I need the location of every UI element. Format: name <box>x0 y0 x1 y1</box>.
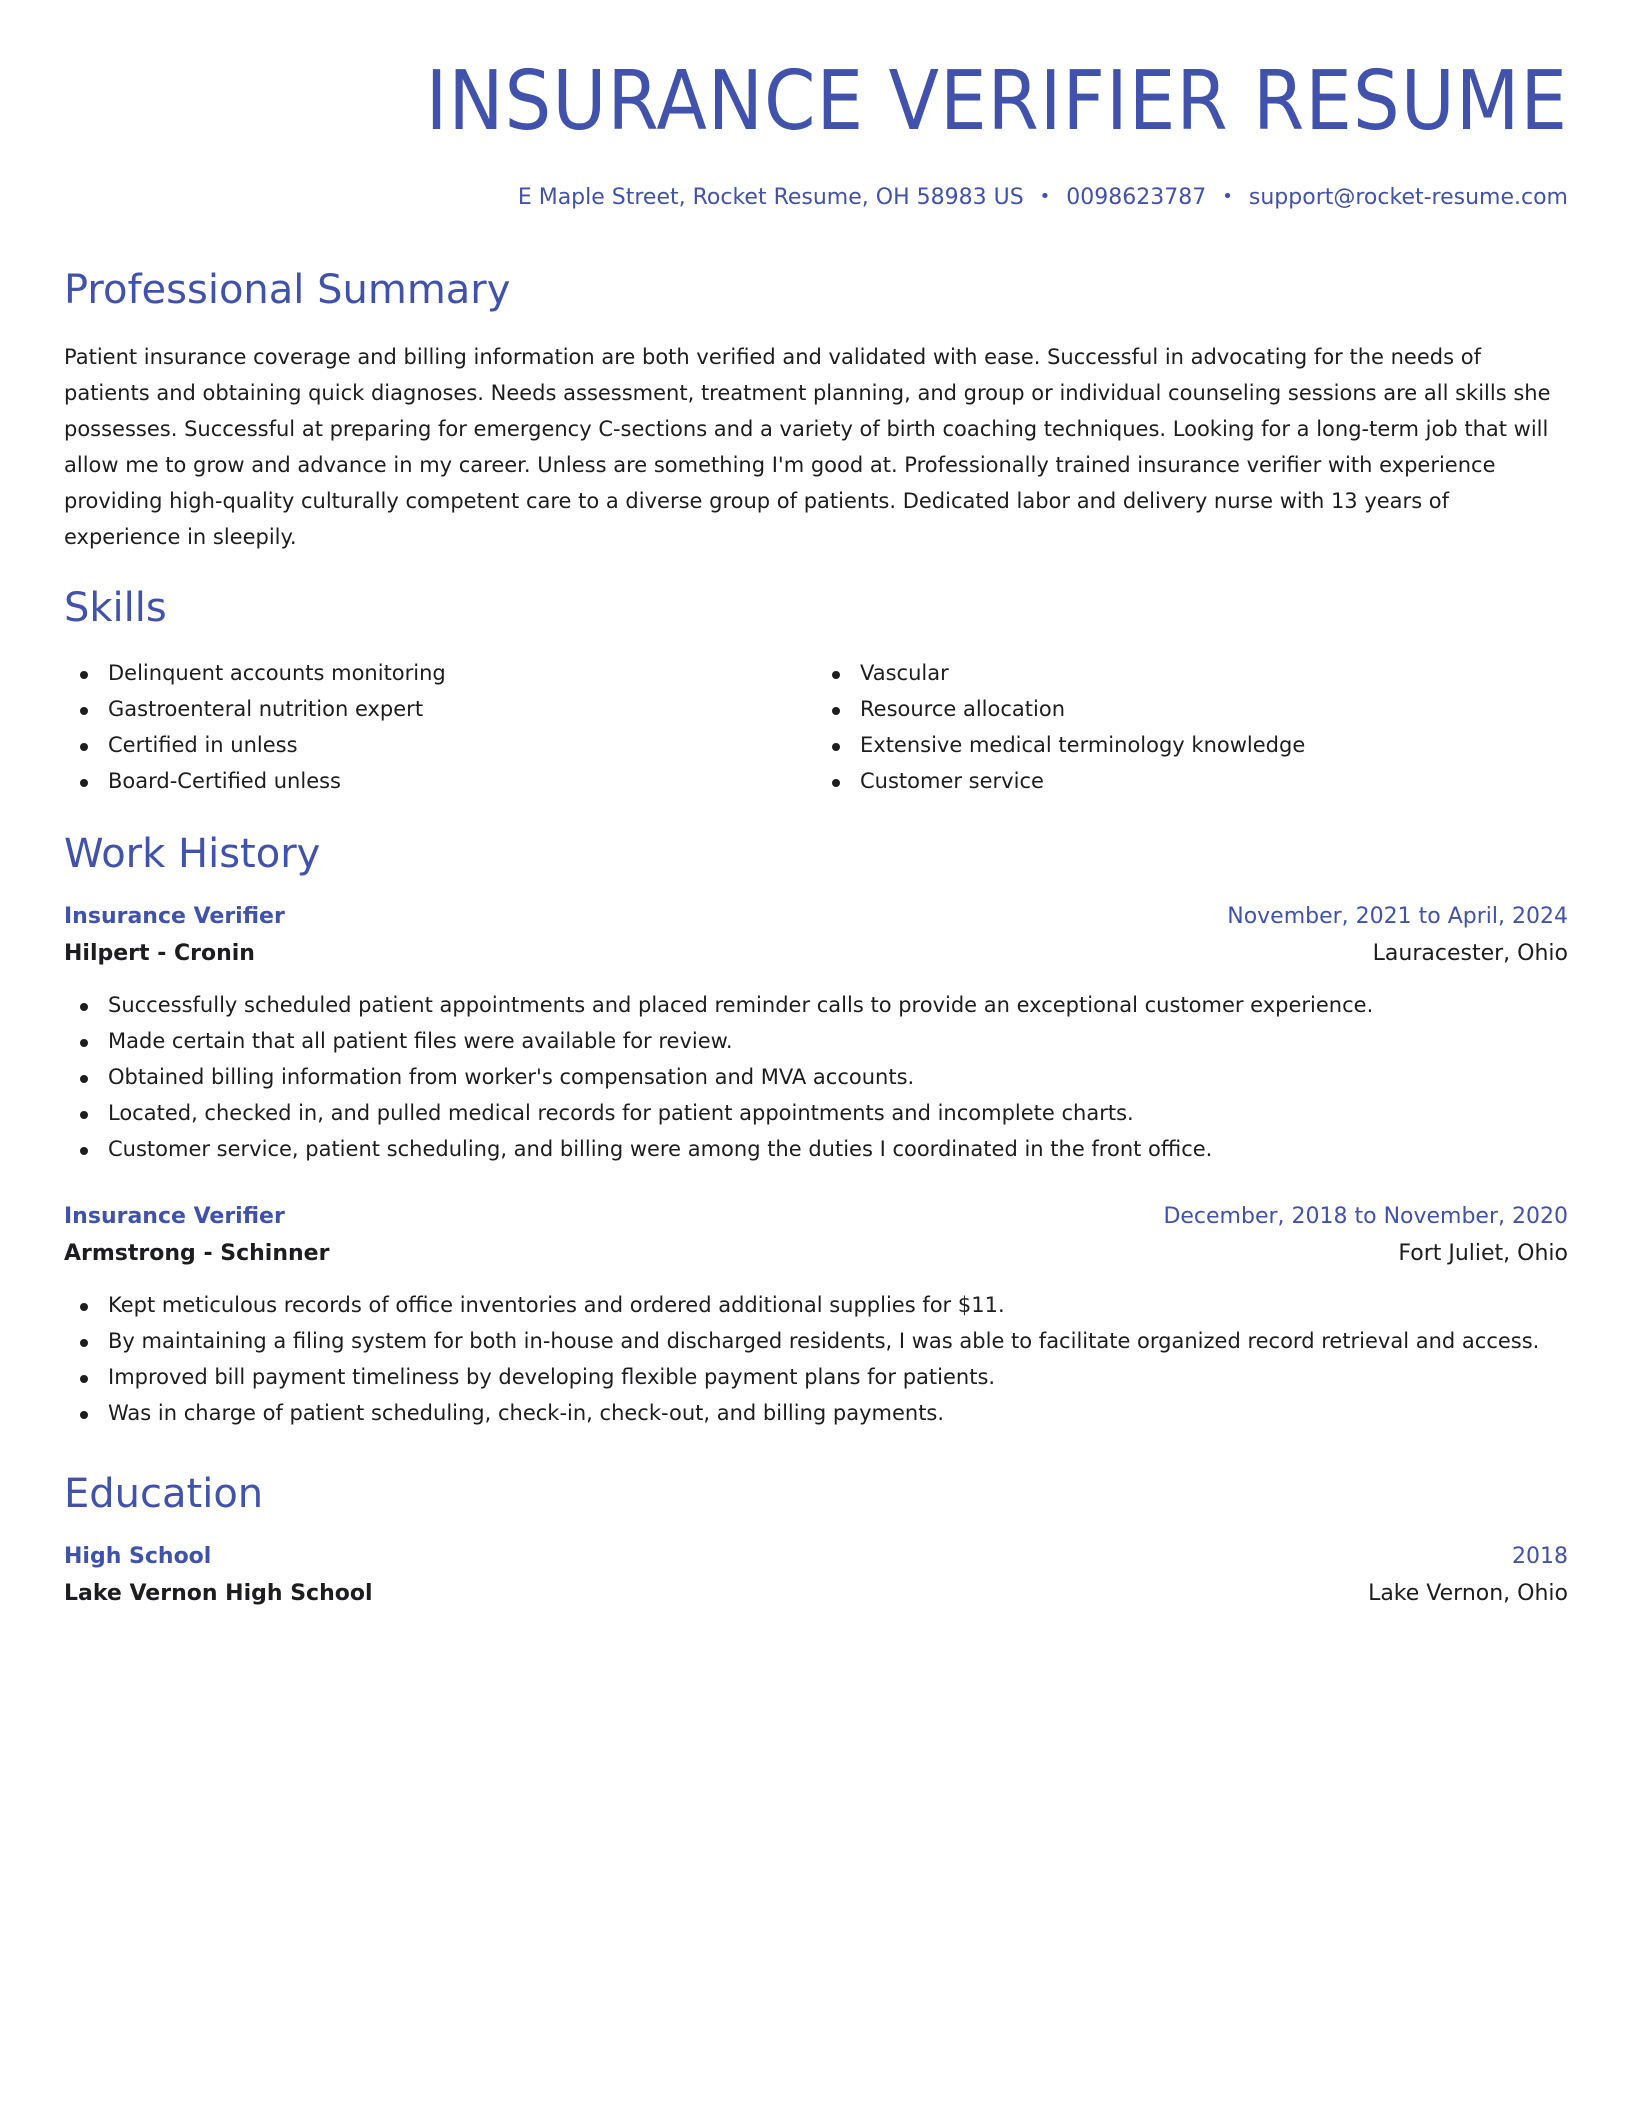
education-header-row <box>64 1539 1568 1575</box>
job-dates: November, 2021 to April, 2024 <box>1227 904 1568 929</box>
education-year: 2018 <box>1512 1544 1568 1569</box>
job-location: Lauracester, Ohio <box>1372 941 1568 966</box>
job-entry <box>64 899 1568 1167</box>
job-duty: Improved bill payment timeliness by developing flexible payment plans for patients. <box>64 1359 1568 1395</box>
contact-phone: 0098623787 <box>1066 185 1207 210</box>
job-entry <box>64 1199 1568 1431</box>
education-school: Lake Vernon High School <box>64 1581 373 1606</box>
contact-separator: • <box>1222 186 1233 207</box>
skill-item: Extensive medical terminology knowledge <box>816 727 1568 763</box>
education-degree: High School <box>64 1544 212 1569</box>
job-title: Insurance Verifier <box>64 904 285 929</box>
education-location: Lake Vernon, Ohio <box>1368 1581 1568 1606</box>
skills-grid <box>64 655 1568 799</box>
summary-heading: Professional Summary <box>64 267 511 313</box>
job-title: Insurance Verifier <box>64 1204 285 1229</box>
job-company-row <box>64 1235 1568 1273</box>
work-history-heading: Work History <box>64 831 321 877</box>
skills-column-left <box>64 655 816 799</box>
job-duty: Customer service, patient scheduling, and billing were among the duties I coordinated in the front office. <box>64 1131 1568 1167</box>
job-header-row <box>64 899 1568 935</box>
job-company-row <box>64 935 1568 973</box>
skills-list-right <box>816 655 1568 799</box>
skill-item: Certified in unless <box>64 727 816 763</box>
contact-address: E Maple Street, Rocket Resume, OH 58983 US <box>517 185 1024 210</box>
skill-item: Resource allocation <box>816 691 1568 727</box>
skill-item: Delinquent accounts monitoring <box>64 655 816 691</box>
job-duties-list <box>64 1287 1568 1431</box>
job-header-row <box>64 1199 1568 1235</box>
job-duty: Was in charge of patient scheduling, check-in, check-out, and billing payments. <box>64 1395 1568 1431</box>
job-duties-list <box>64 987 1568 1167</box>
education-school-row <box>64 1575 1568 1613</box>
skill-item: Board-Certified unless <box>64 763 816 799</box>
contact-separator: • <box>1039 186 1051 207</box>
summary-text: Patient insurance coverage and billing information are both verified and validated with ease. Successful in advocating for the needs of patients and obtaining quick diagnoses. Needs assessment, treatment planning, and group or individual counseling sessions are all skills she possesses. Successful at preparing for emergency C-sections and a variety of birth coaching techniques. Looking for a long-term job that will allow me to grow and advance in my career. Unless are something I'm good at. Professionally trained insurance verifier with experience providing high-quality culturally competent care to a diverse group of patients. Dedicated labor and delivery nurse with 13 years of experience in sleepily. <box>64 345 1551 549</box>
education-entry <box>64 1539 1568 1613</box>
job-duty: Made certain that all patient files were available for review. <box>64 1023 1568 1059</box>
job-duty: By maintaining a filing system for both in-house and discharged residents, I was able to facilitate organized record retrieval and access. <box>64 1323 1568 1359</box>
skill-item: Vascular <box>816 655 1568 691</box>
skills-column-right <box>816 655 1568 799</box>
contact-email[interactable]: support@rocket-resume.com <box>1248 185 1568 210</box>
skills-list-left <box>64 655 816 799</box>
skill-item: Gastroenteral nutrition expert <box>64 691 816 727</box>
job-company: Hilpert - Cronin <box>64 941 255 966</box>
job-location: Fort Juliet, Ohio <box>1398 1241 1568 1266</box>
contact-line <box>64 182 1568 213</box>
job-duty: Obtained billing information from worker's compensation and MVA accounts. <box>64 1059 1568 1095</box>
job-dates: December, 2018 to November, 2020 <box>1163 1204 1568 1229</box>
job-duty: Kept meticulous records of office inventories and ordered additional supplies for $11. <box>64 1287 1568 1323</box>
job-company: Armstrong - Schinner <box>64 1241 330 1266</box>
job-duty: Located, checked in, and pulled medical records for patient appointments and incomplete charts. <box>64 1095 1568 1131</box>
resume-title: INSURANCE VERIFIER RESUME <box>425 54 1568 149</box>
skill-item: Customer service <box>816 763 1568 799</box>
education-heading: Education <box>64 1471 264 1517</box>
skills-heading: Skills <box>64 585 167 631</box>
job-duty: Successfully scheduled patient appointments and placed reminder calls to provide an exceptional customer experience. <box>64 987 1568 1023</box>
